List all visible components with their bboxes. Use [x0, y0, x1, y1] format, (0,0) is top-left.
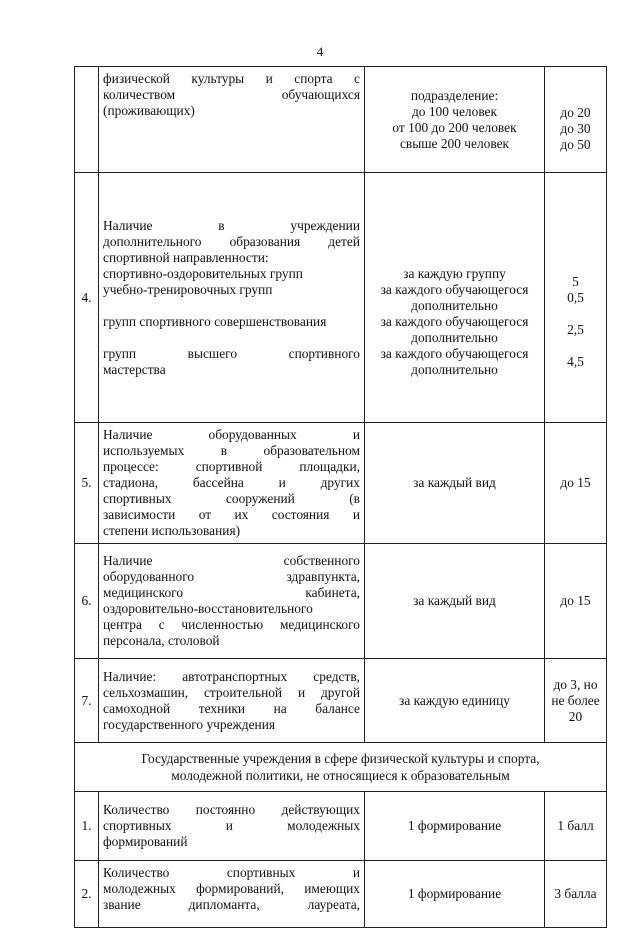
indicator-line: Наличие в учреждении	[103, 217, 360, 233]
indicator-line: групп спортивного совершенствования	[103, 313, 327, 329]
unit-cell: 1 формирование	[365, 861, 545, 928]
points-line: до 30	[560, 120, 591, 136]
indicator-line: Наличие собственного	[103, 553, 360, 568]
indicator-line: звание дипломанта, лауреата,	[103, 897, 360, 912]
unit-line: дополнительно	[411, 361, 498, 377]
points-cell	[545, 67, 607, 173]
section-heading-line: Государственные учреждения в сфере физической культуры и спорта,	[141, 751, 540, 766]
unit-line: дополнительно	[411, 329, 498, 345]
unit-line: за каждую группу	[403, 265, 506, 281]
indicator-line: стадиона, бассейна и других	[103, 475, 360, 490]
indicator-line: групп высшего спортивного	[103, 345, 360, 361]
table-row	[75, 423, 607, 544]
unit-cell: за каждый вид	[365, 544, 545, 659]
row-number: 7.	[75, 659, 99, 743]
indicator-line: Количество спортивных и	[103, 865, 360, 880]
indicator-line: (проживающих)	[103, 103, 195, 118]
indicator-line: физической культуры и спорта с	[103, 71, 360, 86]
points-cell	[545, 659, 607, 743]
indicator-line: оборудованного здравпункта,	[103, 569, 360, 584]
points-line: 20	[568, 708, 583, 724]
indicator-line: государственного учреждения	[103, 716, 276, 732]
points-line: 0,5	[567, 289, 584, 305]
indicator-line: формирований	[103, 834, 188, 849]
indicator-line: дополнительного образования детей	[103, 233, 360, 249]
indicator-line: Количество постоянно действующих	[103, 802, 360, 817]
unit-line: от 100 до 200 человек	[392, 119, 517, 135]
indicator-line: сельхозмашин, строительной и другой	[103, 684, 360, 700]
points-line: 2,5	[567, 321, 584, 337]
section-row	[75, 743, 607, 792]
unit-line: дополнительно	[411, 297, 498, 313]
unit-line: за каждого обучающегося	[380, 281, 529, 297]
indicator-line: оздоровительно-восстановительного	[103, 601, 313, 616]
row-number: 5.	[75, 423, 99, 544]
points-line: 4,5	[567, 353, 584, 369]
indicator-line: медицинского кабинета,	[103, 585, 360, 600]
points-cell: 3 балла	[545, 861, 607, 928]
points-cell: до 15	[545, 544, 607, 659]
points-line: до 3, но	[553, 676, 598, 692]
unit-line: свыше 200 человек	[399, 135, 510, 151]
indicator-line: спортивных сооружений (в	[103, 491, 360, 506]
page-number: 4	[316, 44, 324, 59]
indicator-cell	[99, 861, 365, 928]
indicator-line: учебно-тренировочных групп	[103, 281, 273, 297]
indicator-line: мастерства	[103, 361, 166, 377]
section-heading-line: молодежной политики, не относящиеся к образовательным	[171, 768, 510, 783]
criteria-table	[74, 66, 607, 928]
table-row	[75, 792, 607, 861]
unit-line: до 100 человек	[411, 103, 498, 119]
points-cell	[545, 173, 607, 423]
row-number: 2.	[75, 861, 99, 928]
indicator-line: количеством обучающихся	[103, 87, 360, 102]
table-row	[75, 861, 607, 928]
indicator-cell	[99, 544, 365, 659]
section-heading	[75, 743, 607, 792]
points-cell: 1 балл	[545, 792, 607, 861]
points-line: до 20	[560, 104, 591, 120]
points-cell: до 15	[545, 423, 607, 544]
indicator-line: центра с численностью медицинского	[103, 617, 360, 632]
points-line: не более	[551, 692, 600, 708]
indicator-line: спортивных и молодежных	[103, 818, 360, 833]
table-row	[75, 173, 607, 423]
indicator-cell	[99, 659, 365, 743]
indicator-line: Наличие: автотранспортных средств,	[103, 668, 360, 684]
row-number: 6.	[75, 544, 99, 659]
indicator-cell	[99, 423, 365, 544]
indicator-line: спортивно-оздоровительных групп	[103, 265, 303, 281]
indicator-line: молодежных формирований, имеющих	[103, 881, 360, 896]
unit-cell	[365, 173, 545, 423]
row-number: 1.	[75, 792, 99, 861]
points-line: до 50	[560, 136, 591, 152]
unit-cell: 1 формирование	[365, 792, 545, 861]
indicator-line: используемых в образовательном	[103, 443, 360, 458]
indicator-line: спортивной направленности:	[103, 249, 269, 265]
indicator-line: зависимости от их состояния и	[103, 507, 360, 522]
unit-cell: за каждую единицу	[365, 659, 545, 743]
indicator-cell	[99, 67, 365, 173]
unit-line: за каждого обучающегося	[380, 345, 529, 361]
unit-cell: за каждый вид	[365, 423, 545, 544]
indicator-cell	[99, 173, 365, 423]
indicator-line: персонала, столовой	[103, 633, 220, 648]
indicator-cell	[99, 792, 365, 861]
indicator-line: процессе: спортивной площадки,	[103, 459, 360, 474]
table-row	[75, 67, 607, 173]
indicator-line: Наличие оборудованных и	[103, 427, 360, 442]
row-number: 4.	[75, 173, 99, 423]
points-line: 5	[572, 273, 579, 289]
table-row	[75, 544, 607, 659]
row-number	[75, 67, 99, 173]
unit-line: подразделение:	[410, 87, 499, 103]
unit-line: за каждого обучающегося	[380, 313, 529, 329]
unit-cell	[365, 67, 545, 173]
table-row	[75, 659, 607, 743]
indicator-line: степени использования)	[103, 523, 241, 538]
indicator-line: самоходной техники на балансе	[103, 700, 360, 716]
